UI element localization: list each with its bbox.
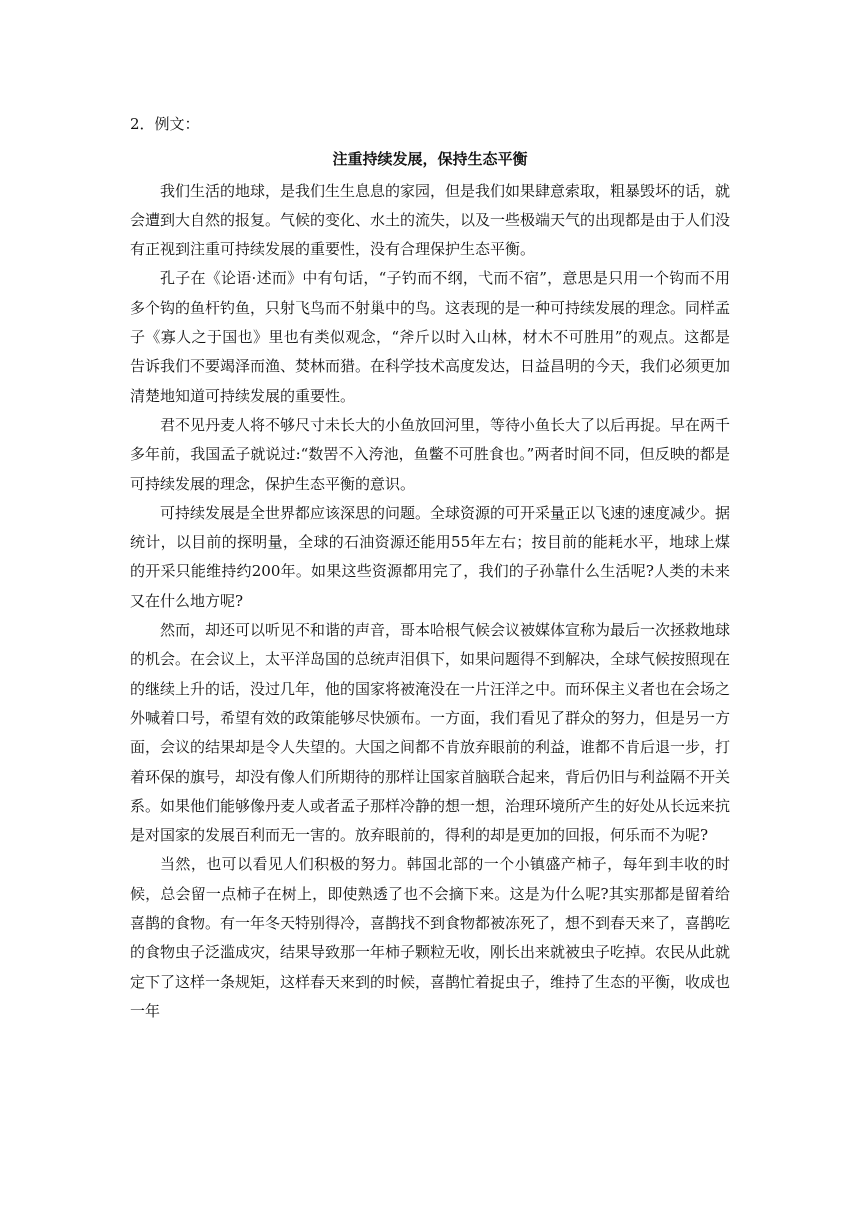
paragraph: 君不见丹麦人将不够尺寸未长大的小鱼放回河里，等待小鱼长大了以后再捉。早在两千多年前，我国孟子就说过:“数罟不入洿池，鱼鳖不可胜食也。”两者时间不同，但反映的都是可持续发展的理念，保护生态平衡的意识。 — [130, 415, 731, 493]
paragraph: 可持续发展是全世界都应该深思的问题。全球资源的可开采量正以飞速的速度减少。据统计，以目前的探明量，全球的石油资源还能用55年左右；按目前的能耗水平，地球上煤的开采只能维持约200年。如果这些资源都用完了，我们的子孙靠什么生活呢?人类的未来又在什么地方呢? — [130, 503, 731, 610]
paragraph: 当然，也可以看见人们积极的努力。韩国北部的一个小镇盛产柿子，每年到丰收的时候，总会留一点柿子在树上，即使熟透了也不会摘下来。这是为什么呢?其实那都是留着给喜鹊的食物。有一年冬天特别得冷，喜鹊找不到食物都被冻死了，想不到春天来了，喜鹊吃的食物虫子泛滥成灾，结果导致那一年柿子颗粒无收，刚长出来就被虫子吃掉。农民从此就定下了这样一条规矩，这样春天来到的时候，喜鹊忙着捉虫子，维持了生态的平衡，收成也一年 — [130, 855, 731, 1020]
paragraph: 孔子在《论语·述而》中有句话，“子钓而不纲，弋而不宿”，意思是只用一个钩而不用多个钩的鱼杆钓鱼，只射飞鸟而不射巢中的鸟。这表现的是一种可持续发展的理念。同样孟子《寡人之于国也》里也有类似观念，“斧斤以时入山林，材木不可胜用”的观点。这都是告诉我们不要竭泽而渔、焚林而猎。在科学技术高度发达，日益昌明的今天，我们必须更加清楚地知道可持续发展的重要性。 — [130, 269, 731, 405]
essay-title: 注重持续发展，保持生态平衡 — [332, 150, 528, 169]
document-body — [130, 110, 730, 1026]
paragraph: 我们生活的地球，是我们生生息息的家园，但是我们如果肆意索取，粗暴毁坏的话，就会遭到大自然的报复。气候的变化、水土的流失，以及一些极端天气的出现都是由于人们没有正视到注重可持续发展的重要性，没有合理保护生态平衡。 — [130, 181, 731, 259]
section-label: 2．例文： — [130, 115, 200, 133]
paragraph: 然而，却还可以听见不和谐的声音，哥本哈根气候会议被媒体宣称为最后一次拯救地球的机会。在会议上，太平洋岛国的总统声泪俱下，如果问题得不到解决，全球气候按照现在的继续上升的话，没过几年，他的国家将被淹没在一片汪洋之中。而环保主义者也在会场之外喊着口号，希望有效的政策能够尽快颁布。一方面，我们看见了群众的努力，但是另一方面，会议的结果却是令人失望的。大国之间都不肯放弃眼前的利益，谁都不肯后退一步，打着环保的旗号，却没有像人们所期待的那样让国家首脑联合起来，背后仍旧与利益隔不开关系。如果他们能够像丹麦人或者孟子那样冷静的想一想，治理环境所产生的好处从长远来抗是对国家的发展百利而无一害的。放弃眼前的，得利的却是更加的回报，何乐而不为呢? — [130, 621, 731, 845]
